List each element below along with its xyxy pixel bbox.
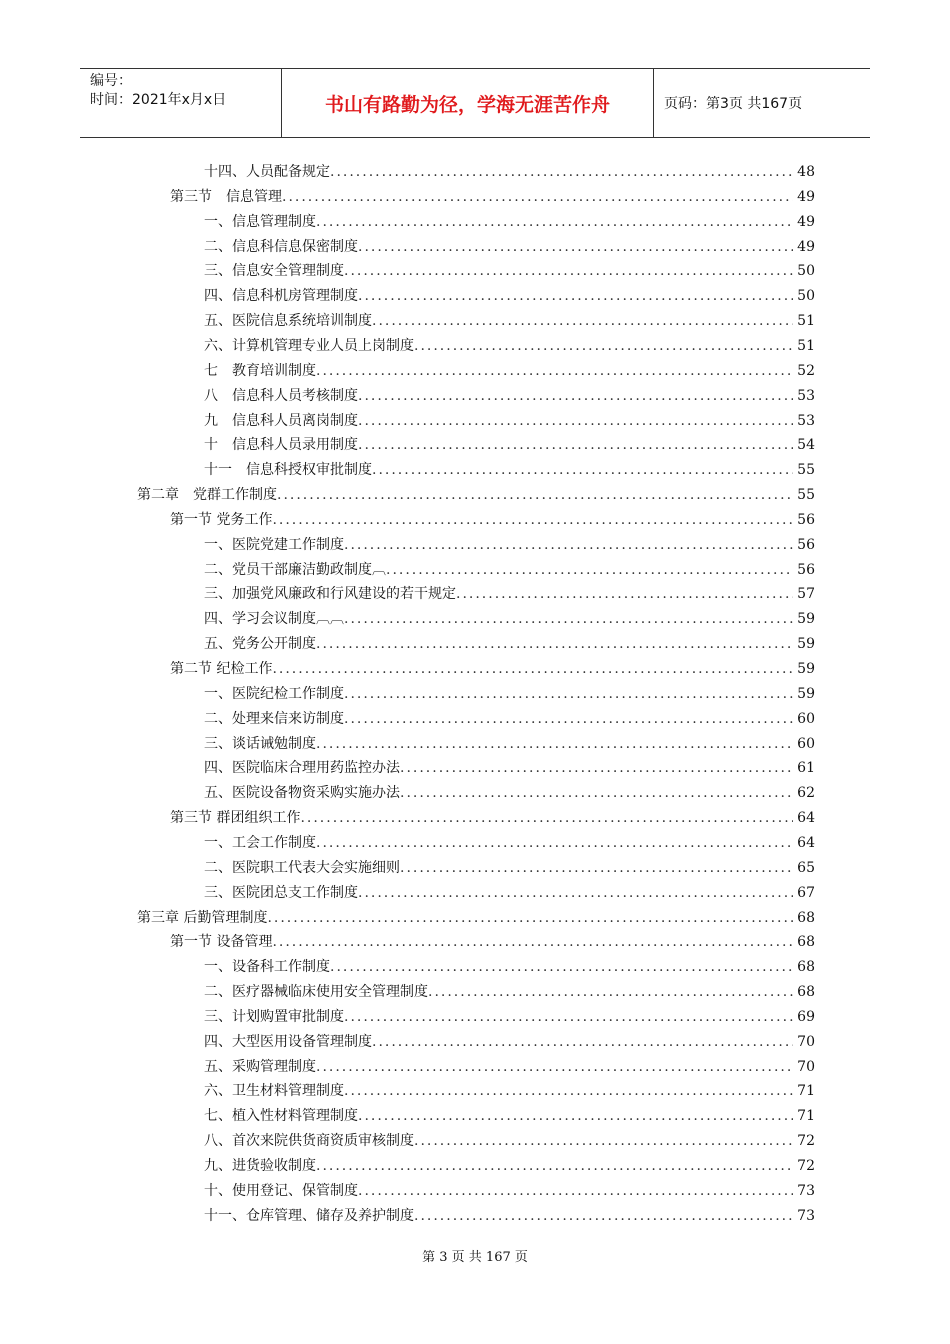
- toc-entry-title: 四、信息科机房管理制度: [204, 288, 358, 305]
- toc-leader-dots: [372, 309, 793, 334]
- toc-entry-title: 十一 信息科授权审批制度: [204, 462, 372, 479]
- toc-leader-dots: [372, 458, 793, 483]
- toc-leader-dots: [372, 1030, 793, 1055]
- toc-leader-dots: [428, 980, 793, 1005]
- toc-entry-page: 54: [797, 437, 815, 454]
- toc-leader-dots: [386, 558, 793, 583]
- toc-entry[interactable]: [204, 856, 815, 881]
- toc-entry[interactable]: [204, 384, 815, 409]
- toc-entry-title: 五、采购管理制度: [204, 1058, 316, 1075]
- toc-entry[interactable]: [204, 831, 815, 856]
- toc-leader-dots: [358, 384, 793, 409]
- toc-entry[interactable]: [170, 806, 815, 831]
- toc-entry-page: 59: [797, 636, 815, 653]
- toc-entry-page: 53: [797, 387, 815, 404]
- toc-entry[interactable]: [204, 433, 815, 458]
- toc-entry-title: 八、首次来院供货商资质审核制度: [204, 1133, 414, 1150]
- toc-entry-title: 七 教育培训制度: [204, 362, 316, 379]
- toc-leader-dots: [414, 1129, 793, 1154]
- toc-entry[interactable]: [170, 930, 815, 955]
- toc-entry[interactable]: [204, 980, 815, 1005]
- toc-entry[interactable]: [204, 707, 815, 732]
- toc-entry-title: 一、信息管理制度: [204, 213, 316, 230]
- toc-entry[interactable]: [204, 1030, 815, 1055]
- toc-leader-dots: [344, 1005, 793, 1030]
- toc-entry[interactable]: [204, 533, 815, 558]
- toc-entry-title: 一、医院党建工作制度: [204, 536, 344, 553]
- toc-entry-page: 49: [797, 188, 815, 205]
- toc-entry-title: 第三节 信息管理: [170, 188, 282, 205]
- toc-leader-dots: [358, 881, 793, 906]
- toc-entry-page: 51: [797, 337, 815, 354]
- toc-entry-page: 52: [797, 362, 815, 379]
- toc-leader-dots: [316, 210, 793, 235]
- toc-leader-dots: [344, 607, 793, 632]
- toc-entry-title: 九、进货验收制度: [204, 1158, 316, 1174]
- page-footer: 第 3 页 共 167 页: [422, 1250, 528, 1265]
- toc-entry-title: 五、党务公开制度: [204, 636, 316, 653]
- toc-entry-page: 68: [797, 934, 815, 951]
- header-motto: 书山有路勤为径，学海无涯苦作舟: [282, 69, 654, 137]
- toc-leader-dots: [414, 1204, 793, 1229]
- toc-entry-page: 50: [797, 288, 815, 305]
- document-date: 时间：2021年x月x日: [90, 92, 227, 108]
- toc-entry-title: 十四、人员配备规定: [204, 164, 330, 180]
- toc-entry-page: 68: [797, 984, 815, 1001]
- toc-leader-dots: [282, 185, 793, 210]
- toc-leader-dots: [316, 632, 793, 657]
- toc-entry[interactable]: [204, 632, 815, 657]
- toc-entry-page: 72: [797, 1133, 815, 1150]
- toc-entry-page: 59: [797, 685, 815, 702]
- toc-entry-title: 四、医院临床合理用药监控办法: [204, 760, 400, 777]
- toc-leader-dots: [272, 508, 793, 533]
- toc-entry[interactable]: [204, 1129, 815, 1154]
- toc-entry[interactable]: [204, 582, 815, 607]
- toc-leader-dots: [272, 930, 793, 955]
- toc-entry[interactable]: [204, 210, 815, 235]
- toc-entry[interactable]: [204, 732, 815, 757]
- toc-entry-page: 57: [797, 586, 815, 603]
- toc-entry-title: 三、加强党风廉政和行风建设的若干规定: [204, 586, 456, 603]
- toc-entry[interactable]: [204, 235, 815, 260]
- toc-entry[interactable]: [137, 906, 815, 931]
- toc-entry[interactable]: [204, 781, 815, 806]
- toc-leader-dots: [316, 1154, 793, 1179]
- toc-entry-page: 51: [797, 313, 815, 330]
- toc-entry-page: 73: [797, 1207, 815, 1224]
- document-number-label: 编号：: [90, 73, 132, 89]
- toc-entry-page: 56: [797, 511, 815, 528]
- header-page-info: 页码：第3页 共167页: [664, 96, 803, 112]
- toc-entry-title: 二、党员干部廉洁勤政制度︹: [204, 561, 386, 578]
- toc-leader-dots: [400, 756, 793, 781]
- toc-entry-page: 69: [797, 1008, 815, 1025]
- toc-entry-title: 十、使用登记、保管制度: [204, 1182, 358, 1199]
- toc-entry-title: 三、信息安全管理制度: [204, 263, 344, 280]
- toc-entry[interactable]: [204, 160, 815, 185]
- toc-entry-title: 五、医院信息系统培训制度: [204, 313, 372, 330]
- toc-entry-page: 71: [797, 1108, 815, 1125]
- toc-leader-dots: [330, 955, 793, 980]
- toc-leader-dots: [344, 533, 793, 558]
- toc-entry-page: 61: [797, 760, 815, 777]
- toc-entry-title: 六、卫生材料管理制度: [204, 1083, 344, 1100]
- toc-entry[interactable]: [204, 1104, 815, 1129]
- toc-entry[interactable]: [204, 359, 815, 384]
- toc-entry-page: 55: [797, 462, 815, 479]
- toc-entry-page: 49: [797, 213, 815, 230]
- toc-entry[interactable]: [204, 1204, 815, 1229]
- toc-entry[interactable]: [204, 309, 815, 334]
- toc-entry-title: 六、计算机管理专业人员上岗制度: [204, 337, 414, 354]
- page-header: [80, 68, 870, 138]
- toc-entry-title: 二、医疗器械临床使用安全管理制度: [204, 984, 428, 1001]
- toc-entry[interactable]: [204, 334, 815, 359]
- header-meta: [80, 69, 282, 137]
- toc-entry[interactable]: [204, 558, 815, 583]
- toc-leader-dots: [344, 1079, 793, 1104]
- toc-entry-page: 71: [797, 1083, 815, 1100]
- toc-entry-page: 73: [797, 1182, 815, 1199]
- toc-entry[interactable]: [204, 1079, 815, 1104]
- toc-leader-dots: [330, 160, 793, 185]
- toc-leader-dots: [277, 483, 793, 508]
- toc-entry-title: 第三节 群团组织工作: [170, 810, 301, 827]
- toc-leader-dots: [300, 806, 793, 831]
- toc-entry[interactable]: [170, 185, 815, 210]
- toc-entry-page: 70: [797, 1033, 815, 1050]
- toc-entry-title: 四、学习会议制度︹︹: [204, 611, 344, 628]
- toc-entry-title: 第二节 纪检工作: [170, 661, 273, 677]
- toc-entry-page: 62: [797, 785, 815, 802]
- toc-leader-dots: [344, 259, 793, 284]
- toc-entry-page: 59: [797, 611, 815, 628]
- toc-leader-dots: [456, 582, 793, 607]
- toc-entry-title: 九 信息科人员离岗制度: [204, 412, 358, 429]
- toc-entry-title: 第一节 设备管理: [170, 934, 273, 951]
- toc-leader-dots: [358, 235, 793, 260]
- toc-entry-title: 第二章 党群工作制度: [137, 487, 277, 504]
- toc-entry[interactable]: [204, 284, 815, 309]
- toc-entry-page: 60: [797, 735, 815, 752]
- toc-leader-dots: [272, 657, 793, 682]
- toc-entry[interactable]: [204, 1055, 815, 1080]
- toc-entry-title: 二、处理来信来访制度: [204, 710, 344, 727]
- toc-entry-page: 49: [797, 238, 815, 255]
- toc-entry-page: 60: [797, 710, 815, 727]
- toc-entry[interactable]: [204, 1154, 815, 1179]
- toc-entry-title: 八 信息科人员考核制度: [204, 387, 358, 404]
- toc-entry-title: 一、设备科工作制度: [204, 959, 330, 976]
- toc-leader-dots: [358, 284, 793, 309]
- toc-entry-page: 53: [797, 412, 815, 429]
- toc-entry[interactable]: [204, 1005, 815, 1030]
- toc-entry-page: 65: [797, 859, 815, 876]
- toc-entry-page: 67: [797, 884, 815, 901]
- toc-entry[interactable]: [204, 881, 815, 906]
- toc-leader-dots: [316, 732, 793, 757]
- toc-entry[interactable]: [204, 409, 815, 434]
- toc-leader-dots: [344, 682, 793, 707]
- toc-leader-dots: [316, 1055, 793, 1080]
- toc-entry-title: 二、信息科信息保密制度: [204, 238, 358, 255]
- toc-leader-dots: [358, 1179, 793, 1204]
- toc-entry-page: 50: [797, 263, 815, 280]
- toc-entry-page: 68: [797, 959, 815, 976]
- toc-entry-title: 一、工会工作制度: [204, 834, 316, 851]
- toc-leader-dots: [400, 856, 793, 881]
- toc-entry-page: 64: [797, 834, 815, 851]
- toc-entry-page: 55: [797, 487, 815, 504]
- toc-entry-title: 十一、仓库管理、储存及养护制度: [204, 1207, 414, 1224]
- toc-leader-dots: [267, 906, 793, 931]
- toc-leader-dots: [344, 707, 793, 732]
- toc-entry-title: 二、医院职工代表大会实施细则: [204, 859, 400, 876]
- toc-leader-dots: [414, 334, 793, 359]
- toc-entry[interactable]: [204, 458, 815, 483]
- toc-entry[interactable]: [204, 682, 815, 707]
- toc-entry-title: 三、谈话诫勉制度: [204, 735, 316, 752]
- toc-entry[interactable]: [170, 657, 815, 682]
- toc-leader-dots: [358, 409, 793, 434]
- toc-entry-page: 64: [797, 810, 815, 827]
- toc-entry-title: 十 信息科人员录用制度: [204, 437, 358, 454]
- toc-leader-dots: [358, 433, 793, 458]
- toc-entry[interactable]: [204, 756, 815, 781]
- toc-entry[interactable]: [204, 607, 815, 632]
- toc-leader-dots: [358, 1104, 793, 1129]
- toc-entry-title: 四、大型医用设备管理制度: [204, 1033, 372, 1050]
- toc-entry-title: 五、医院设备物资采购实施办法: [204, 785, 400, 802]
- toc-entry-page: 70: [797, 1058, 815, 1075]
- toc-entry[interactable]: [137, 483, 815, 508]
- toc-leader-dots: [316, 831, 793, 856]
- toc-entry-title: 第三章 后勤管理制度: [137, 909, 268, 926]
- toc-entry-title: 一、医院纪检工作制度: [204, 685, 344, 702]
- toc-entry[interactable]: [204, 259, 815, 284]
- toc-entry-title: 三、计划购置审批制度: [204, 1008, 344, 1025]
- toc-entry-title: 七、植入性材料管理制度: [204, 1108, 358, 1125]
- toc-entry-title: 三、医院团总支工作制度: [204, 884, 358, 901]
- toc-leader-dots: [400, 781, 793, 806]
- toc-entry-page: 59: [797, 661, 815, 677]
- toc-entry-page: 68: [797, 909, 815, 926]
- toc-entry-page: 72: [797, 1158, 815, 1174]
- toc-entry[interactable]: [204, 955, 815, 980]
- toc-entry-page: 56: [797, 561, 815, 578]
- toc-entry-page: 48: [797, 164, 815, 180]
- toc-entry[interactable]: [204, 1179, 815, 1204]
- toc-entry-title: 第一节 党务工作: [170, 511, 273, 528]
- toc-entry-page: 56: [797, 536, 815, 553]
- toc-entry[interactable]: [170, 508, 815, 533]
- toc-leader-dots: [316, 359, 793, 384]
